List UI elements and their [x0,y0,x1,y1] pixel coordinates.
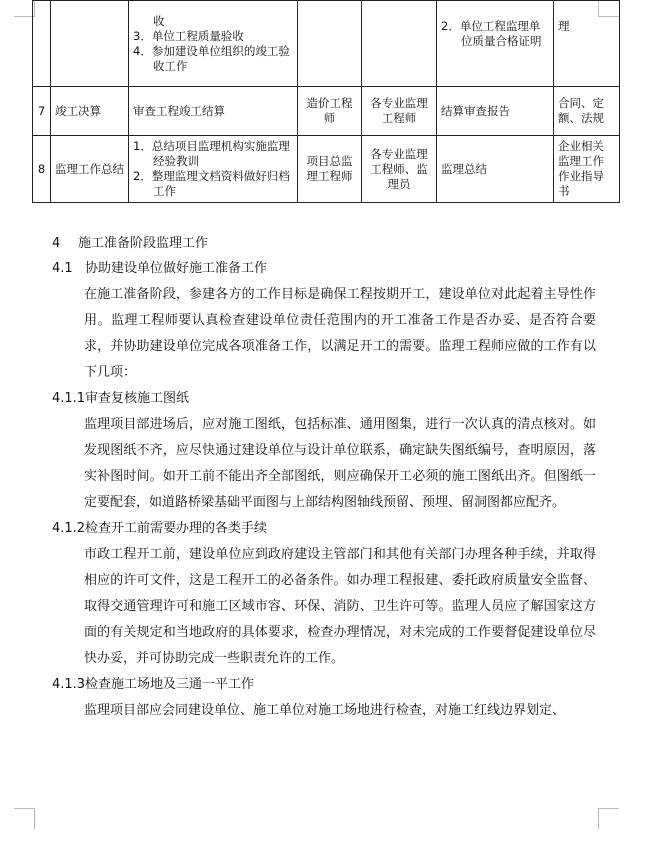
subsection-number: 4.1.1 [52,391,86,406]
stage-cell: 监理工作总结 [51,136,129,203]
task-item: 3．单位工程质量验收 [133,28,244,43]
paragraph: 市政工程开工前，建设单位应到政府建设主管部门和其他有关部门办理各种手续，并取得相应的许可文件，这是工程开工的必备条件。如办理工程报建、委托政府质量安全监督、取得交通管理许可和施工区域市容、环保、消防、卫生许可等。监理人员应了解国家这方面的有关规定和当地政府的具体要求，检查办理情况，对未完成的工作要督促建设单位尽快办妥，并可协助完成一些职责允许的工作。 [84,547,596,666]
stage-cell: 竣工决算 [51,87,129,136]
document-body [52,232,604,724]
section-number: 4 [52,236,61,251]
basis-cell: 理 [554,1,620,87]
stage-cell [51,1,129,87]
table-row [33,136,620,203]
margin-mark-bottom-right [598,808,619,829]
paragraph: 在施工准备阶段，参建各方的工作目标是确保工程按期开工，建设单位对此起着主导性作用。监理工程师要认真检查建设单位责任范围内的开工准备工作是否办妥、是否符合要求，并协助建设单位完成各项准备工作，以满足开工的需要。监理工程师应做的工作有以下几项： [84,287,596,380]
subsection-title: 检查施工场地及三通一平工作 [85,677,255,692]
participants-cell: 各专业监理工程师 [362,87,437,136]
output-cell: 结算审查报告 [437,87,554,136]
section-title: 施工准备阶段监理工作 [78,236,209,251]
row-number [33,1,51,87]
subsection-title: 协助建设单位做好施工准备工作 [85,261,268,276]
participants-cell: 各专业监理工程师、监理员 [362,136,437,203]
tasks-cell: 审查工程竣工结算 [129,87,298,136]
table-row [33,87,620,136]
subsection-heading [52,672,604,698]
tasks-cell [129,1,298,87]
basis-cell: 合同、定额、法规 [554,87,620,136]
subsection-number: 4.1 [52,261,73,276]
output-cell: 监理总结 [437,136,554,203]
subsection-title: 检查开工前需要办理的各类手续 [85,521,268,536]
section-heading [52,232,604,256]
staff-cell: 项目总监理工程师 [298,136,362,203]
staff-cell: 造价工程师 [298,87,362,136]
row-number: 8 [33,136,51,203]
task-item: 1．总结项目监理机构实施监理经验教训 [133,139,290,168]
basis-cell: 企业相关监理工作作业指导书 [554,136,620,203]
staff-cell [298,1,362,87]
task-item: 2．整理监理文档资料做好归档工作 [133,169,290,198]
subsection-heading [52,386,604,412]
output-cell: 2．单位工程监理单位质量合格证明 [437,1,554,87]
subsection-title: 审查复核施工图纸 [85,391,190,406]
supervision-plan-table [32,0,620,203]
row-number: 7 [33,87,51,136]
subsection-heading [52,516,604,542]
task-item: 4．参加建设单位组织的竣工验收工作 [133,43,290,73]
tasks-cell [129,136,298,203]
subsection-heading [52,256,604,282]
subsection-number: 4.1.2 [52,521,86,536]
task-item: 收 [153,13,165,28]
participants-cell [362,1,437,87]
margin-mark-bottom-left [14,808,35,829]
paragraph: 监理项目部进场后，应对施工图纸，包括标准、通用图集，进行一次认真的清点核对。如发现图纸不齐，应尽快通过建设单位与设计单位联系，确定缺失图纸编号，查明原因，落实补图时间。如开工前不能出齐全部图纸，则应确保开工必须的施工图纸出齐。但图纸一定要配套，如道路桥梁基础平面图与上部结构图轴线预留、预埋、留洞图都应配齐。 [84,417,596,510]
paragraph: 监理项目部应会同建设单位、施工单位对施工场地进行检查，对施工红线边界划定、 [84,703,566,718]
table-row [33,1,620,87]
subsection-number: 4.1.3 [52,677,86,692]
